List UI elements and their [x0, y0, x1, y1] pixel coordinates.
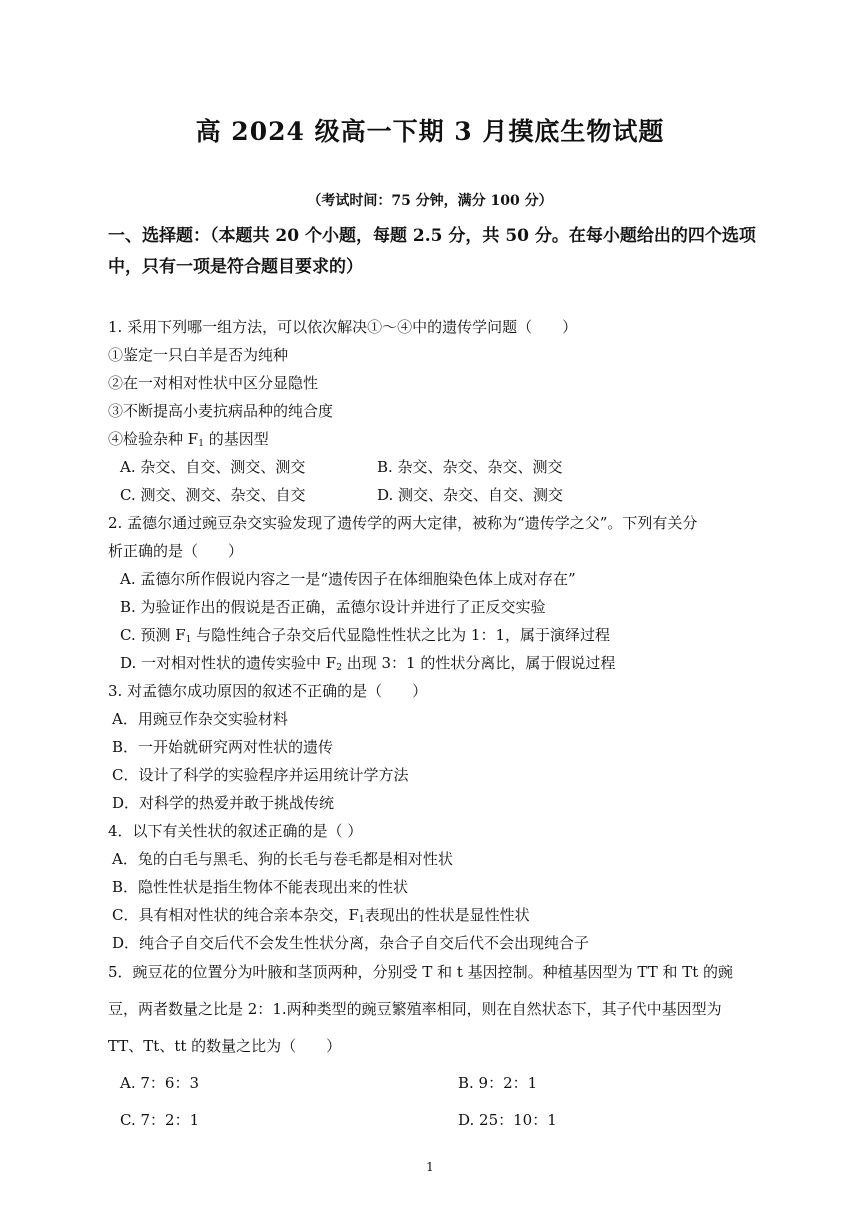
q4-option-a: A．兔的白毛与黑毛、狗的长毛与卷毛都是相对性状	[112, 850, 453, 868]
q3-stem: 3. 对孟德尔成功原因的叙述不正确的是（ ）	[108, 682, 428, 700]
q3-option-c: C．设计了科学的实验程序并运用统计学方法	[112, 766, 409, 784]
page-number: 1	[426, 1160, 434, 1174]
q4-option-b: B．隐性性状是指生物体不能表现出来的性状	[112, 878, 409, 896]
q5-option-c: C. 7：2：1	[120, 1111, 200, 1129]
q1-stem: 1. 采用下列哪一组方法，可以依次解决①～④中的遗传学问题（ ）	[108, 318, 578, 336]
q4-option-c: C．具有相对性状的纯合亲本杂交，$F_1$表现出的性状是显性性状	[112, 906, 530, 925]
q2-stem-line1: 2. 孟德尔通过豌豆杂交实验发现了遗传学的两大定律，被称为“遗传学之父”。下列有关分	[108, 514, 698, 532]
q3-option-d: D．对科学的热爱并敢于挑战传统	[112, 794, 335, 812]
exam-info: （考试时间：75 分钟，满分 100 分）	[307, 193, 553, 209]
q5-option-b: B. 9：2：1	[458, 1074, 538, 1092]
q5-option-a: A. 7：6：3	[120, 1074, 199, 1092]
q3-option-a: A．用豌豆作杂交实验材料	[112, 710, 288, 728]
section-heading-line1: 一、选择题：（本题共 20 个小题，每题 2.5 分，共 50 分。在每小题给出的四个选项	[108, 226, 756, 246]
q4-stem: 4．以下有关性状的叙述正确的是（ ）	[108, 822, 363, 840]
q2-option-d: D. 一对相对性状的遗传实验中 $F_2$ 出现 3：1 的性状分离比，属于假说过程	[120, 654, 616, 673]
q2-stem-line2: 析正确的是（ ）	[108, 542, 244, 560]
q1-item-3: ③不断提高小麦抗病品种的纯合度	[108, 402, 334, 420]
q5-stem-line3: TT、Tt、tt 的数量之比为（ ）	[108, 1037, 342, 1055]
q1-option-c: C. 测交、测交、杂交、自交	[120, 486, 306, 504]
q1-item-2: ②在一对相对性状中区分显隐性	[108, 374, 319, 392]
page-title: 高 2024 级高一下期 3 月摸底生物试题	[195, 117, 665, 146]
q5-option-d: D. 25：10：1	[458, 1111, 557, 1129]
q1-option-b: B. 杂交、杂交、杂交、测交	[377, 458, 563, 476]
q1-option-d: D. 测交、杂交、自交、测交	[377, 486, 564, 504]
q5-stem-line1: 5．豌豆花的位置分为叶腋和茎顶两种，分别受 T 和 t 基因控制。种植基因型为 TT 和 Tt 的豌	[108, 963, 734, 981]
q1-option-a: A. 杂交、自交、测交、测交	[120, 458, 306, 476]
q5-stem-line2: 豆，两者数量之比是 2：1.两种类型的豌豆繁殖率相同，则在自然状态下，其子代中基因型为	[108, 1000, 722, 1018]
q1-item-1: ①鉴定一只白羊是否为纯种	[108, 346, 289, 364]
q4-option-d: D．纯合子自交后代不会发生性状分离，杂合子自交后代不会出现纯合子	[112, 934, 590, 952]
q2-option-a: A. 孟德尔所作假说内容之一是“遗传因子在体细胞染色体上成对存在”	[120, 570, 576, 588]
q1-item-4: ④检验杂种 $F_1$ 的基因型	[108, 430, 269, 449]
q2-option-c: C. 预测 $F_1$ 与隐性纯合子杂交后代显隐性性状之比为 1：1，属于演绎过程	[120, 626, 611, 645]
q3-option-b: B．一开始就研究两对性状的遗传	[112, 738, 334, 756]
section-heading-line2: 中，只有一项是符合题目要求的）	[108, 257, 363, 277]
q2-option-b: B. 为验证作出的假说是否正确，孟德尔设计并进行了正反交实验	[120, 598, 546, 616]
